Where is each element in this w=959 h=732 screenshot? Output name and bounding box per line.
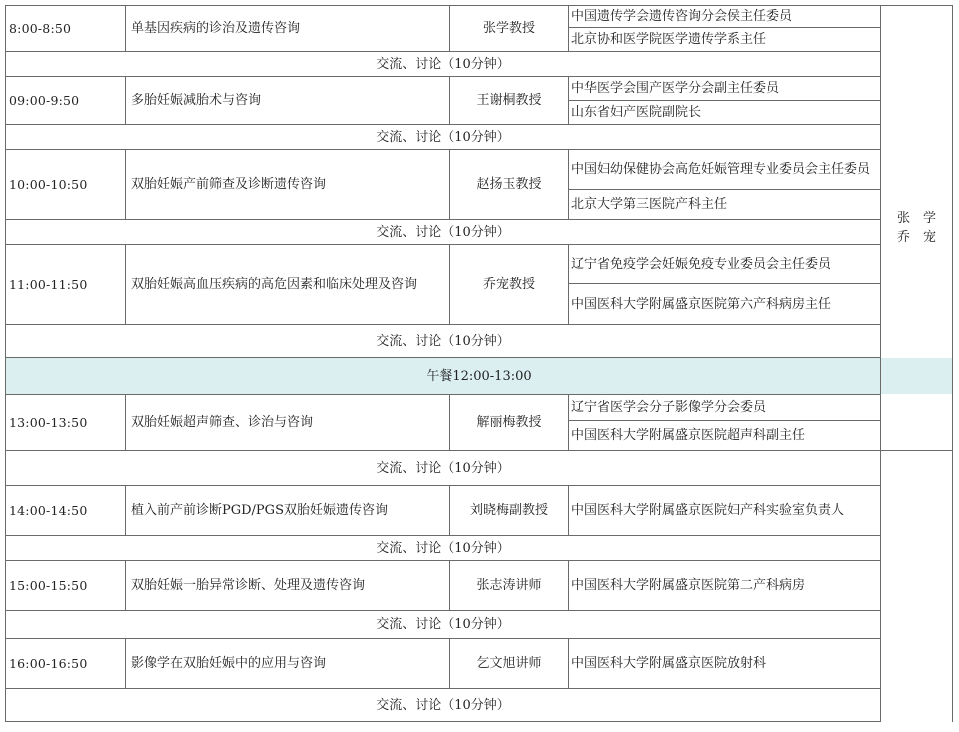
- session-time: 11:00-11:50: [6, 245, 126, 325]
- session-time: 13:00-13:50: [6, 395, 126, 451]
- session-time: 09:00-9:50: [6, 77, 126, 125]
- session-speaker: 张志涛讲师: [450, 561, 569, 611]
- discussion-row: [6, 52, 953, 77]
- discussion-row: [6, 689, 953, 722]
- discussion-label: 交流、讨论（10分钟）: [6, 451, 881, 486]
- discussion-label: 交流、讨论（10分钟）: [6, 611, 881, 639]
- morning-chairs: 张 学 乔 宠: [881, 6, 953, 451]
- discussion-label: 交流、讨论（10分钟）: [6, 689, 881, 722]
- lunch-row: [6, 358, 953, 395]
- speaker-affiliation: 中华医学会围产医学分会副主任委员: [569, 77, 881, 101]
- session-topic: 影像学在双胎妊娠中的应用与咨询: [126, 639, 450, 689]
- speaker-affiliation: 中国医科大学附属盛京医院放射科: [569, 639, 881, 689]
- speaker-affiliation: 北京协和医学院医学遗传学系主任: [569, 28, 881, 52]
- session-row: [6, 639, 953, 689]
- speaker-affiliation: 山东省妇产医院副院长: [569, 101, 881, 125]
- session-topic: 双胎妊娠超声筛查、诊治与咨询: [126, 395, 450, 451]
- discussion-label: 交流、讨论（10分钟）: [6, 325, 881, 358]
- discussion-row: [6, 125, 953, 150]
- schedule-table: [5, 5, 953, 722]
- session-time: 15:00-15:50: [6, 561, 126, 611]
- session-time: 14:00-14:50: [6, 486, 126, 536]
- speaker-affiliation: 中国医科大学附属盛京医院超声科副主任: [569, 421, 881, 451]
- session-topic: 双胎妊娠一胎异常诊断、处理及遗传咨询: [126, 561, 450, 611]
- speaker-affiliation: 北京大学第三医院产科主任: [569, 190, 881, 220]
- session-row: [6, 6, 953, 28]
- discussion-label: 交流、讨论（10分钟）: [6, 536, 881, 561]
- discussion-label: 交流、讨论（10分钟）: [6, 220, 881, 245]
- speaker-affiliation: 辽宁省医学会分子影像学分会委员: [569, 395, 881, 421]
- session-row: [6, 395, 953, 421]
- session-row: [6, 561, 953, 611]
- discussion-row: [6, 536, 953, 561]
- session-topic: 单基因疾病的诊治及遗传咨询: [126, 6, 450, 52]
- session-topic: 多胎妊娠减胎术与咨询: [126, 77, 450, 125]
- session-time: 16:00-16:50: [6, 639, 126, 689]
- session-topic: 双胎妊娠高血压疾病的高危因素和临床处理及咨询: [126, 245, 450, 325]
- discussion-row: [6, 220, 953, 245]
- session-speaker: 解丽梅教授: [450, 395, 569, 451]
- speaker-affiliation: 中国医科大学附属盛京医院第六产科病房主任: [569, 284, 881, 325]
- discussion-label: 交流、讨论（10分钟）: [6, 52, 881, 77]
- session-speaker: 王谢桐教授: [450, 77, 569, 125]
- speaker-affiliation: 辽宁省免疫学会妊娠免疫专业委员会主任委员: [569, 245, 881, 284]
- discussion-row: [6, 325, 953, 358]
- session-topic: 双胎妊娠产前筛查及诊断遗传咨询: [126, 150, 450, 220]
- session-time: 10:00-10:50: [6, 150, 126, 220]
- session-speaker: 刘晓梅副教授: [450, 486, 569, 536]
- session-speaker: 乔宠教授: [450, 245, 569, 325]
- session-speaker: 张学教授: [450, 6, 569, 52]
- session-row: [6, 486, 953, 536]
- speaker-affiliation: 中国医科大学附属盛京医院第二产科病房: [569, 561, 881, 611]
- speaker-affiliation: 中国医科大学附属盛京医院妇产科实验室负责人: [569, 486, 881, 536]
- session-speaker: 赵扬玉教授: [450, 150, 569, 220]
- session-row: [6, 150, 953, 190]
- discussion-row: [6, 611, 953, 639]
- discussion-row: [6, 451, 953, 486]
- session-time: 8:00-8:50: [6, 6, 126, 52]
- session-row: [6, 245, 953, 284]
- lunch-label: 午餐12:00-13:00: [6, 358, 953, 395]
- session-speaker: 乞文旭讲师: [450, 639, 569, 689]
- speaker-affiliation: 中国遗传学会遗传咨询分会侯主任委员: [569, 6, 881, 28]
- speaker-affiliation: 中国妇幼保健协会高危妊娠管理专业委员会主任委员: [569, 150, 881, 190]
- session-topic: 植入前产前诊断PGD/PGS双胎妊娠遗传咨询: [126, 486, 450, 536]
- discussion-label: 交流、讨论（10分钟）: [6, 125, 881, 150]
- session-row: [6, 77, 953, 101]
